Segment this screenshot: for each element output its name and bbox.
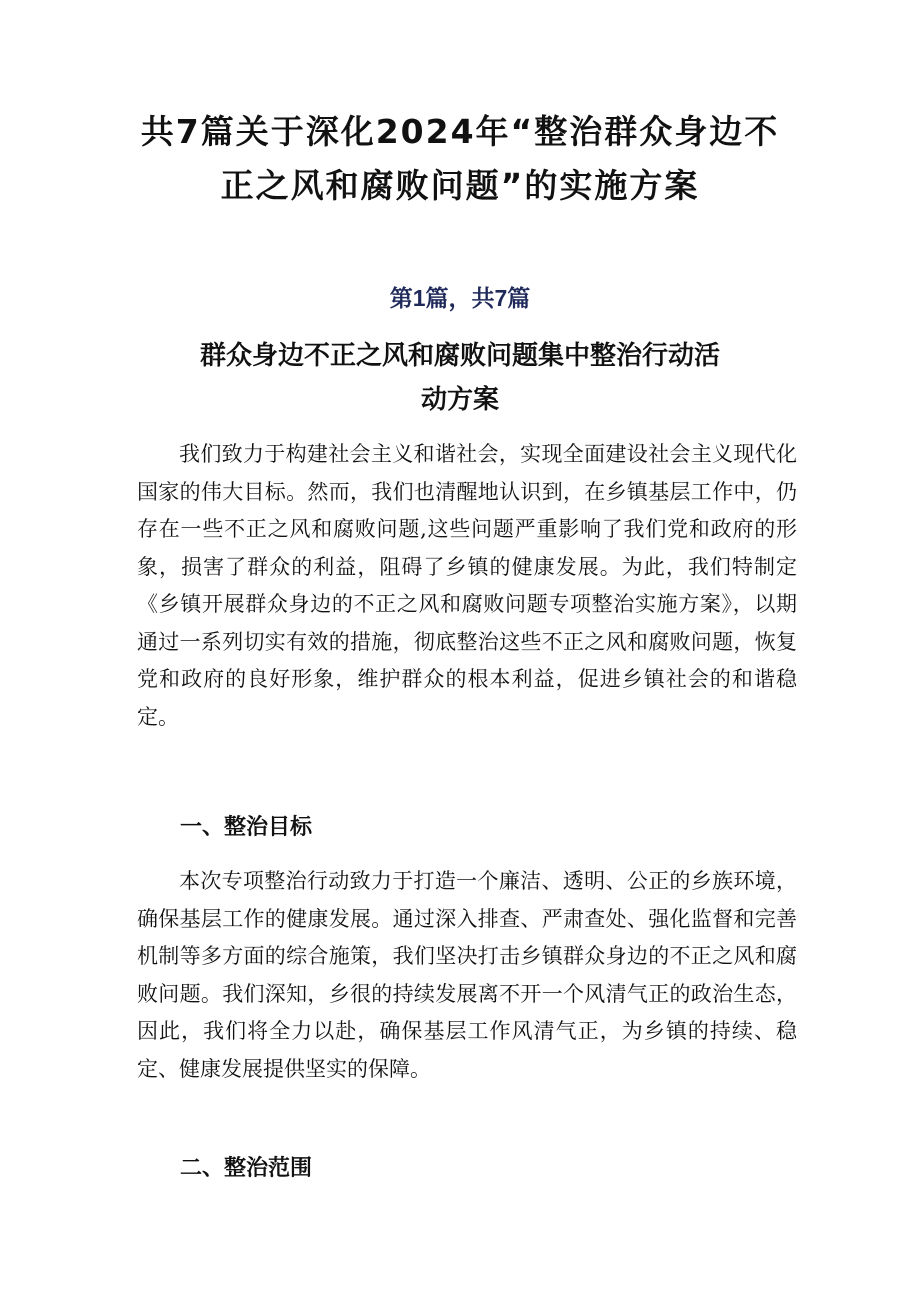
section-heading-scope: 二、整治范围 [180,1156,313,1181]
document-title-line-1: 共7篇关于深化2024年“整治群众身边不 [140,112,780,151]
part-label: 第1篇，共7篇 [389,285,531,311]
section-paragraph-goals: 本次专项整治行动致力于打造一个廉洁、透明、公正的乡族环境，确保基层工作的健康发展。通过深入排查、严肃查处、强化监督和完善机制等多方面的综合施策，我们坚决打击乡镇群众身边的不正之风和腐败问题。我们深知，乡很的持续发展离不开一个风清气正的政治生态，因此，我们将全力以赴，确保基层工作风清气正，为乡镇的持续、稳定、健康发展提供坚实的保障。 [137,869,797,1081]
section-heading-goals: 一、整治目标 [180,815,313,840]
subtitle-line-2: 动方案 [420,385,499,415]
document-title-line-2: 正之风和腐败问题”的实施方案 [220,166,700,205]
subtitle-line-1: 群众身边不正之风和腐败问题集中整治行动活 [199,341,720,371]
intro-paragraph: 我们致力于构建社会主义和谐社会，实现全面建设社会主义现代化国家的伟大目标。然而，我们也清醒地认识到，在乡镇基层工作中，仍存在一些不正之风和腐败问题,这些问题严重影响了我们党和政府的形象，损害了群众的利益，阻碍了乡镇的健康发展。为此，我们特制定《乡镇开展群众身边的不正之风和腐败问题专项整治实施方案》，以期通过一系列切实有效的措施，彻底整治这些不正之风和腐败问题，恢复党和政府的良好形象，维护群众的根本利益，促进乡镇社会的和谐稳定。 [137,442,797,729]
